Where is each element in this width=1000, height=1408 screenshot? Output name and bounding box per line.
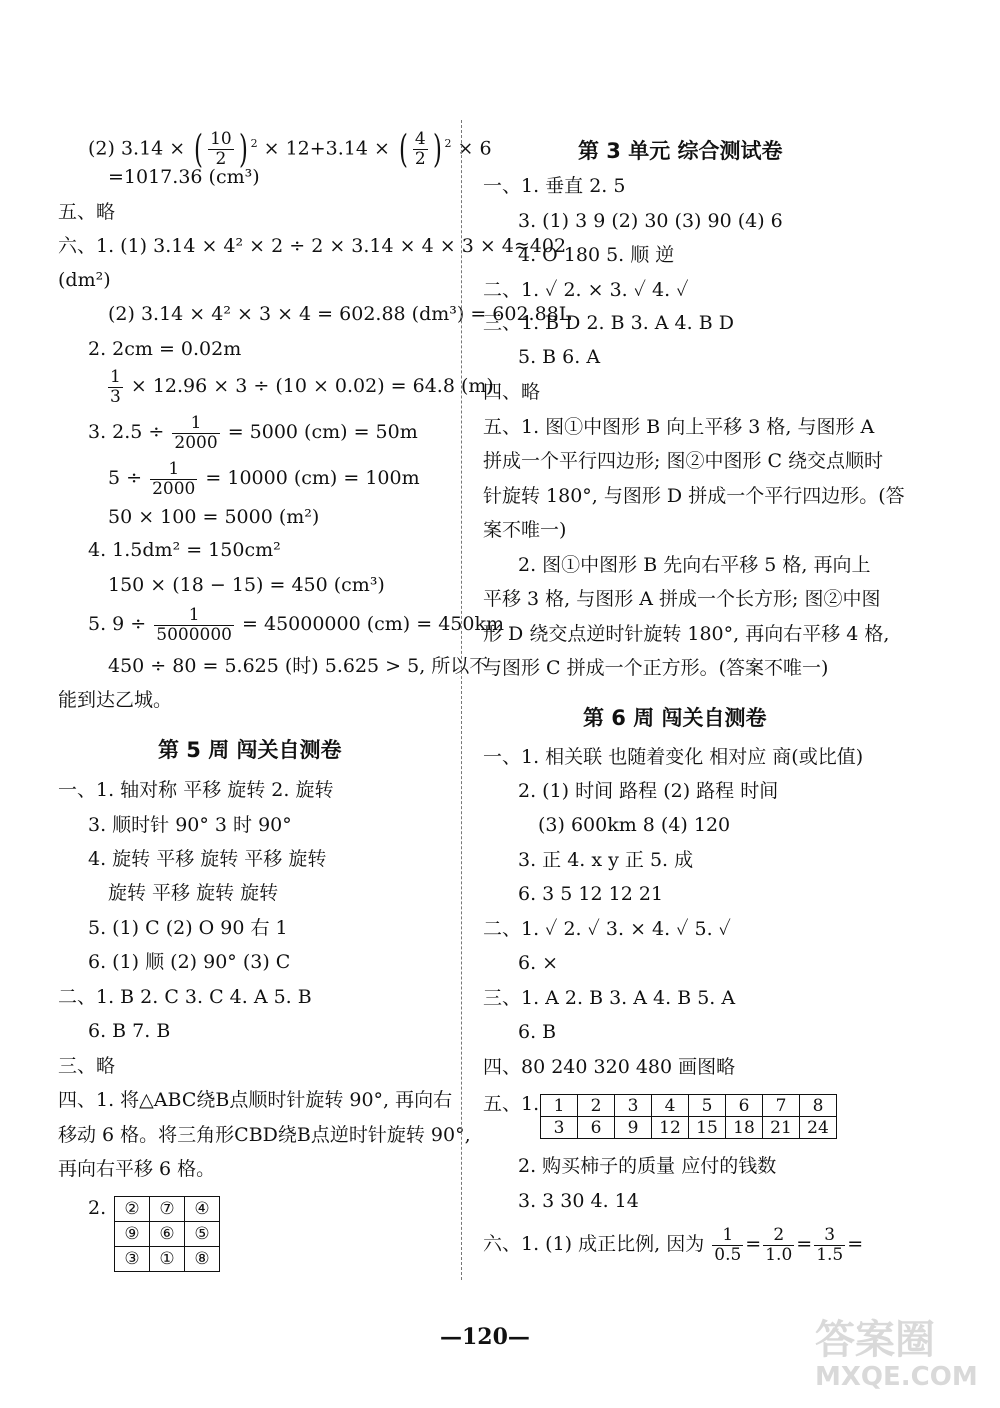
left-line-10 (108, 456, 420, 500)
fraction: $\frac{2}{1.0}$ (765, 1224, 793, 1265)
grid-cell: ⑧ (185, 1247, 220, 1272)
left-line-11: 50 × 100 = 5000 (m²) (108, 506, 320, 528)
expr-part: × 12+3.14 × (263, 137, 390, 160)
expr-part: 3. 2.5 ÷ (88, 421, 165, 443)
week5-line-08: 6. B 7. B (88, 1020, 171, 1042)
watermark-line1: 答案圈 (815, 1317, 935, 1363)
week5-line-06: 6. (1) 顺 (2) 90° (3) C (88, 951, 291, 973)
week5-line-04: 旋转 平移 旋转 旋转 (108, 882, 279, 904)
fraction: $\frac{10}{2}$ (210, 128, 232, 169)
table-cell: 6 (726, 1095, 763, 1117)
week6-line-04: 3. 正 4. x y 正 5. 成 (518, 849, 694, 871)
expr-part: = 10000 (cm) = 100m (205, 467, 420, 489)
week6-line-07: 6. × (518, 952, 559, 974)
expr-part: (2) 3.14 × (88, 137, 186, 160)
rotation-grid (114, 1196, 220, 1272)
unit3-line-14: 形 D 绕交点逆时针旋转 180°, 再向右平移 4 格, (483, 623, 890, 645)
week5-line-05: 5. (1) C (2) O 90 右 1 (88, 917, 288, 939)
table-cell: 3 (615, 1095, 652, 1117)
table-cell: 12 (652, 1117, 689, 1139)
unit3-line-13: 平移 3 格, 与图形 A 拼成一个长方形; 图②中图 (483, 588, 881, 610)
week5-line-13: 2. (88, 1197, 107, 1219)
left-line-09 (88, 410, 418, 454)
proportion-table (540, 1094, 837, 1139)
week6-line-03: (3) 600km 8 (4) 120 (538, 814, 731, 836)
left-line-13: 150 × (18 − 15) = 450 (cm³) (108, 574, 385, 596)
grid-cell: ⑥ (150, 1222, 185, 1247)
week6-line-01: 一、1. 相关联 也随着变化 相对应 商(或比值) (483, 746, 864, 768)
unit3-line-11: 案不唯一) (483, 519, 567, 541)
column-divider (461, 120, 462, 1280)
left-line-04: 六、1. (1) 3.14 × 4² × 2 ÷ 2 × 3.14 × 4 × 3 × 4≈402 (58, 235, 567, 257)
fraction: $\frac{1}{3}$ (110, 366, 121, 407)
expr-part: × 12.96 × 3 ÷ (10 × 0.02) = 64.8 (m) (130, 375, 494, 397)
watermark-line2: MXQE.COM (815, 1362, 978, 1392)
week6-line-11: 五、1. (483, 1093, 540, 1115)
left-line-01: (2) 3.14 × ( $\frac{10}{2}$ ) $^2$ × 12+3.14 × ( $\frac{4}{2}$ ) $^2$ × 6 (88, 127, 492, 172)
table-cell: 21 (763, 1117, 800, 1139)
unit3-line-01: 一、1. 垂直 2. 5 (483, 175, 626, 197)
expr-part: 5 ÷ (108, 467, 143, 489)
table-cell: 24 (800, 1117, 837, 1139)
grid-cell: ② (115, 1197, 150, 1222)
unit3-line-10: 针旋转 180°, 与图形 D 拼成一个平行四边形。(答 (483, 485, 905, 507)
fraction: $\frac{1}{5000000}$ (156, 604, 232, 645)
unit3-line-03: 4. O 180 5. 顺 逆 (518, 244, 675, 266)
page-number: —120— (440, 1324, 530, 1350)
equals: = (847, 1233, 864, 1255)
week5-line-03: 4. 旋转 平移 旋转 平移 旋转 (88, 848, 327, 870)
week5-line-09: 三、略 (58, 1055, 116, 1077)
unit3-line-04: 二、1. ✓ 2. × 3. ✓ 4. ✓ (483, 279, 689, 301)
unit3-line-07: 四、略 (483, 381, 541, 403)
table-cell: 3 (541, 1117, 578, 1139)
week6-line-06: 二、1. ✓ 2. ✓ 3. × 4. ✓ 5. ✓ (483, 918, 731, 940)
unit3-line-02: 3. (1) 3 9 (2) 30 (3) 90 (4) 6 (518, 210, 783, 232)
expr-part: = 45000000 (cm) = 450km (242, 613, 505, 635)
table-cell: 6 (578, 1117, 615, 1139)
unit3-line-15: 与图形 C 拼成一个正方形。(答案不唯一) (483, 657, 829, 679)
left-line-05: (dm²) (58, 269, 111, 291)
section-title-unit3: 第 3 单元 综合测试卷 (578, 139, 783, 163)
week6-line-05: 6. 3 5 12 12 21 (518, 883, 664, 905)
week6-line-08: 三、1. A 2. B 3. A 4. B 5. A (483, 987, 736, 1009)
left-line-06: (2) 3.14 × 4² × 3 × 4 = 602.88 (dm³) = 602.88L (108, 303, 572, 325)
unit3-line-06: 5. B 6. A (518, 346, 601, 368)
week5-line-12: 再向右平移 6 格。 (58, 1158, 216, 1180)
grid-cell: ③ (115, 1247, 150, 1272)
table-cell: 5 (689, 1095, 726, 1117)
left-line-07: 2. 2cm = 0.02m (88, 338, 242, 360)
table-cell: 1 (541, 1095, 578, 1117)
unit3-line-12: 2. 图①中图形 B 先向右平移 5 格, 再向上 (518, 554, 871, 576)
week6-line-13: 3. 3 30 4. 14 (518, 1190, 639, 1212)
table-cell: 18 (726, 1117, 763, 1139)
week5-line-11: 移动 6 格。将三角形CBD绕B点逆时针旋转 90°, (58, 1124, 471, 1146)
table-cell: 15 (689, 1117, 726, 1139)
week6-line-12: 2. 购买柿子的质量 应付的钱数 (518, 1155, 777, 1177)
table-cell: 8 (800, 1095, 837, 1117)
expr-part: 5. 9 ÷ (88, 613, 147, 635)
watermark-logo (815, 1318, 978, 1392)
paren-close: ) (432, 127, 442, 172)
week6-line-10: 四、80 240 320 480 画图略 (483, 1056, 736, 1078)
equals: = (796, 1233, 813, 1255)
paren-open: ( (194, 127, 204, 172)
left-line-12: 4. 1.5dm² = 150cm² (88, 539, 281, 561)
unit3-line-09: 拼成一个平行四边形; 图②中图形 C 绕交点顺时 (483, 450, 884, 472)
expr-part: = 5000 (cm) = 50m (227, 421, 418, 443)
equals: = (745, 1233, 762, 1255)
section-title-week6: 第 6 周 闯关自测卷 (583, 706, 767, 730)
grid-cell: ① (150, 1247, 185, 1272)
unit3-line-05: 三、1. B D 2. B 3. A 4. B D (483, 312, 734, 334)
fraction: $\frac{4}{2}$ (414, 128, 426, 169)
left-line-02: =1017.36 (cm³) (108, 166, 260, 188)
grid-cell: ⑤ (185, 1222, 220, 1247)
grid-cell: ④ (185, 1197, 220, 1222)
week6-line-14 (483, 1222, 863, 1266)
table-cell: 2 (578, 1095, 615, 1117)
expr-part: 六、1. (1) 成正比例, 因为 (483, 1233, 705, 1255)
week5-line-07: 二、1. B 2. C 3. C 4. A 5. B (58, 986, 312, 1008)
week6-line-09: 6. B (518, 1021, 557, 1043)
week5-line-10: 四、1. 将△ABC绕B点顺时针旋转 90°, 再向右 (58, 1089, 453, 1111)
fraction: $\frac{1}{2000}$ (152, 458, 196, 499)
left-line-16: 能到达乙城。 (58, 689, 173, 711)
section-title-week5: 第 5 周 闯关自测卷 (158, 738, 342, 762)
week6-line-02: 2. (1) 时间 路程 (2) 路程 时间 (518, 780, 779, 802)
table-cell: 9 (615, 1117, 652, 1139)
week5-line-01: 一、1. 轴对称 平移 旋转 2. 旋转 (58, 779, 334, 801)
week5-line-02: 3. 顺时针 90° 3 时 90° (88, 814, 292, 836)
grid-cell: ⑨ (115, 1222, 150, 1247)
left-line-14 (88, 602, 504, 646)
table-cell: 4 (652, 1095, 689, 1117)
fraction: $\frac{3}{1.5}$ (816, 1224, 844, 1265)
expr-part: × 6 (457, 137, 492, 160)
table-cell: 7 (763, 1095, 800, 1117)
fraction: $\frac{1}{2000}$ (174, 412, 218, 453)
grid-cell: ⑦ (150, 1197, 185, 1222)
left-line-15: 450 ÷ 80 = 5.625 (时) 5.625 > 5, 所以不 (108, 655, 489, 677)
unit3-line-08: 五、1. 图①中图形 B 向上平移 3 格, 与图形 A (483, 416, 875, 438)
fraction: $\frac{1}{0.5}$ (714, 1224, 742, 1265)
paren-close: ) (238, 127, 248, 172)
paren-open: ( (398, 127, 408, 172)
left-line-08 (106, 364, 494, 408)
left-line-03: 五、略 (58, 201, 116, 223)
